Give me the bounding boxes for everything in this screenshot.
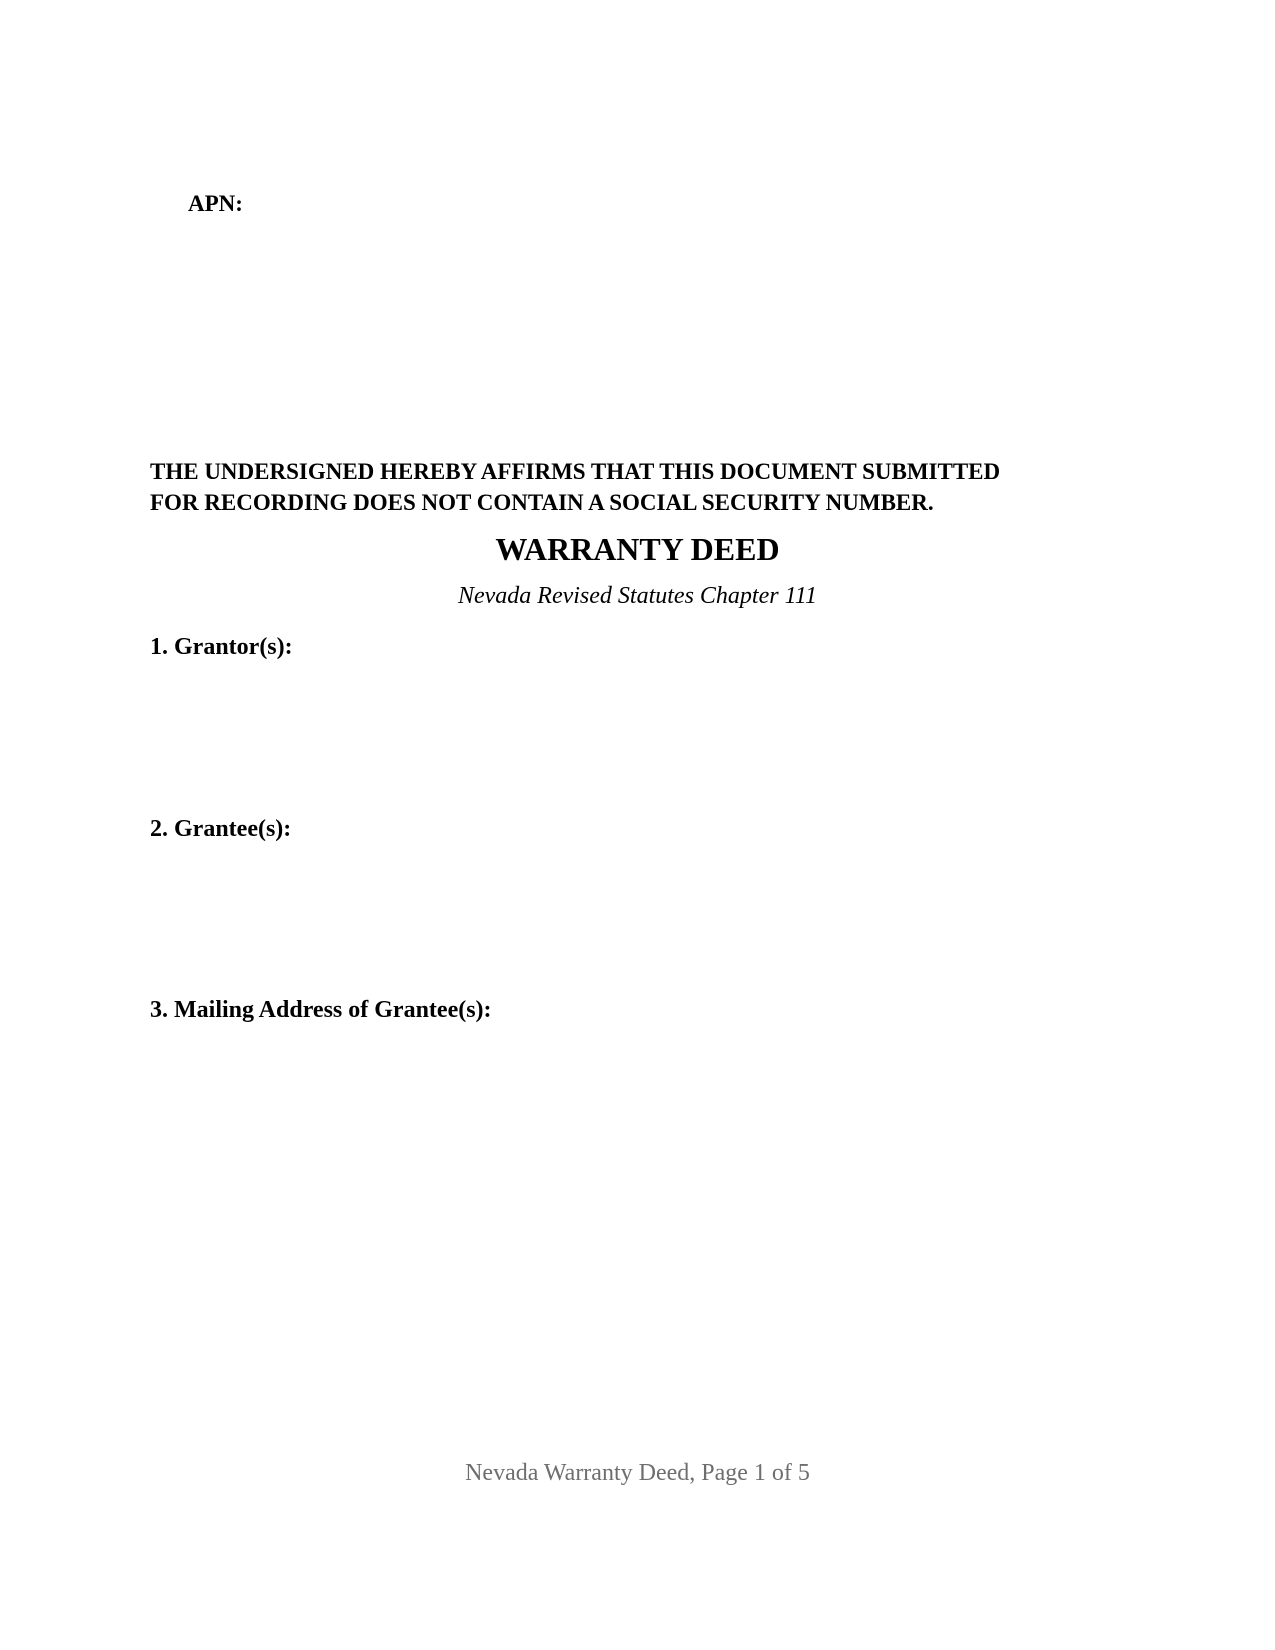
ssn-affirmation — [150, 456, 1150, 518]
grantee-label: 2. Grantee(s): — [150, 816, 292, 842]
affirmation-line-2: FOR RECORDING DOES NOT CONTAIN A SOCIAL SECURITY NUMBER. — [150, 490, 934, 515]
apn-label: APN: — [188, 191, 243, 216]
affirmation-line-1: THE UNDERSIGNED HEREBY AFFIRMS THAT THIS DOCUMENT SUBMITTED — [150, 459, 1001, 484]
grantor-label: 1. Grantor(s): — [150, 634, 293, 660]
document-title: WARRANTY DEED — [495, 531, 780, 567]
grantee-mailing-address-label: 3. Mailing Address of Grantee(s): — [150, 997, 492, 1023]
page-footer: Nevada Warranty Deed, Page 1 of 5 — [465, 1460, 810, 1486]
document-subtitle: Nevada Revised Statutes Chapter 111 — [457, 583, 818, 609]
